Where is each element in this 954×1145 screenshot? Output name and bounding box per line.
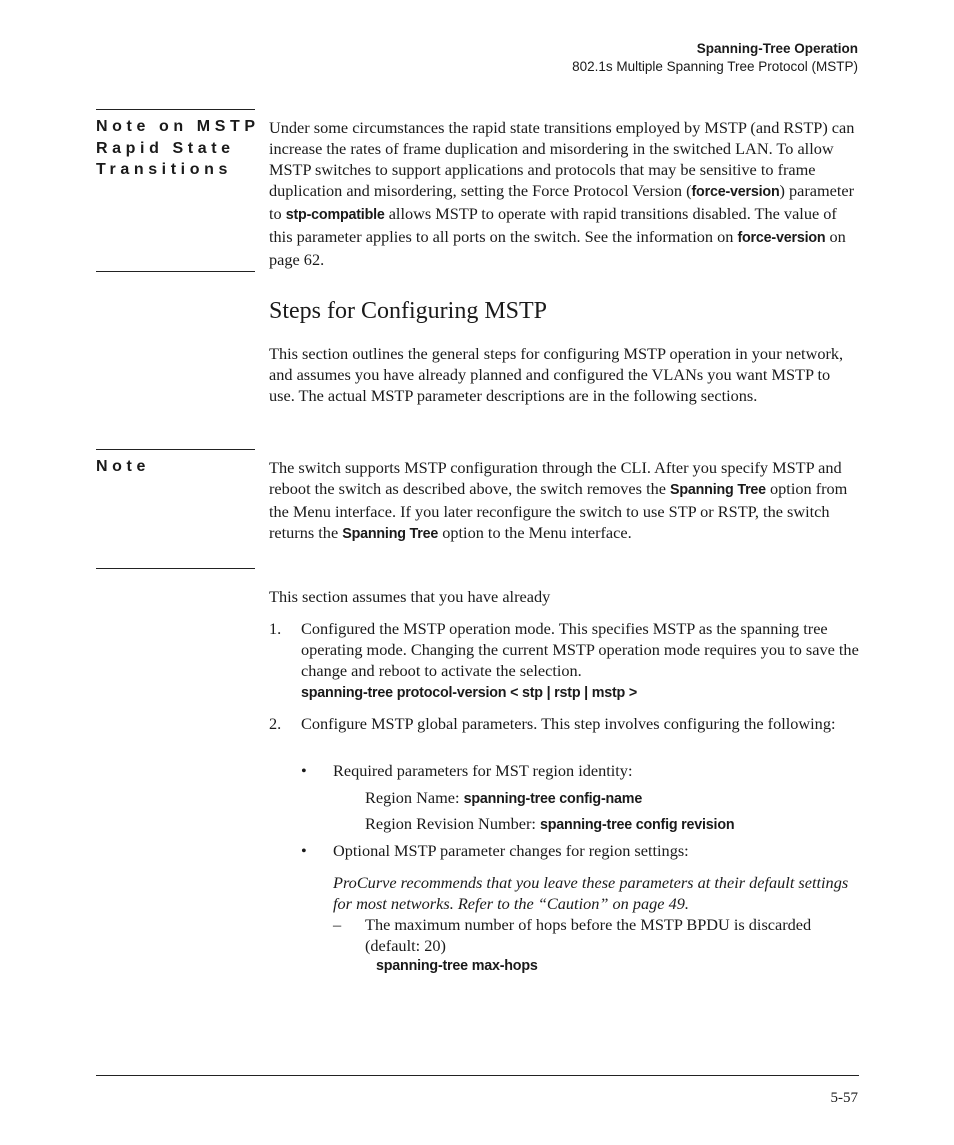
item1-text: Configured the MSTP operation mode. This specifies MSTP as the spanning tree operating mode. Changing the current MSTP operation mode requires you to save the change and reboot to activate the selection. spanning-tree protocol-version < stp | rstp | mstp > [301, 619, 859, 701]
note2-text: The switch supports MSTP configuration through the CLI. After you specify MSTP and reboot the switch as described above, the switch removes the Spanning Tree option from the Menu interface. If you later reconfigure the switch to use STP or RSTP, the switch returns the Spanning Tree option to the Menu interface. [269, 458, 848, 542]
bullet1-marker: • [301, 761, 307, 780]
item2-number: 2. [269, 714, 282, 733]
dash1-text: The maximum number of hops before the MSTP BPDU is discarded (default: 20) [365, 915, 812, 955]
max-hops-cmd-line [376, 957, 538, 975]
note1-bottom-rule [96, 271, 255, 272]
note1-label-line3: Transitions [96, 161, 232, 178]
bullet2-text: Optional MSTP parameter changes for region settings: [333, 841, 689, 860]
note1-top-rule [96, 109, 255, 110]
config-revision-cmd: spanning-tree config revision [540, 817, 735, 833]
recommendation-text: ProCurve recommends that you leave these parameters at their default settings for most networks. Refer to the “Caution” on page 49. [333, 873, 849, 913]
bullet2-marker: • [301, 841, 307, 860]
protocol-version-cmd: spanning-tree protocol-version < stp | rstp | mstp > [301, 685, 638, 701]
section-heading: Steps for Configuring MSTP [269, 298, 548, 324]
region-name-line: Region Name: spanning-tree config-name [365, 788, 643, 807]
force-version-cmd: force-version [691, 184, 780, 200]
page-number: 5-57 [830, 1090, 858, 1106]
running-header-section: 802.1s Multiple Spanning Tree Protocol (MSTP) [572, 59, 858, 74]
footer-rule [96, 1075, 859, 1076]
spanning-tree-option-2: Spanning Tree [342, 526, 439, 542]
config-name-cmd: spanning-tree config-name [463, 791, 643, 807]
note2-bottom-rule [96, 568, 255, 569]
note1-label-line1: Note on MSTP [96, 118, 260, 135]
region-revision-line: Region Revision Number: spanning-tree config revision [365, 814, 735, 833]
assumes-text: This section assumes that you have already [269, 587, 551, 606]
note1-text: Under some circumstances the rapid state transitions employed by MSTP (and RSTP) can increase the rates of frame duplication and misordering in the switched LAN. To allow MSTP switches to support applications and protocols that may be sensitive to frame duplication and misordering, setting the Force Protocol Version (force-version) parameter to stp-compatible allows MSTP to operate with rapid transitions disabled. The value of this parameter applies to all ports on the switch. See the information on force-version on page 62. [269, 118, 855, 269]
item2-text: Configure MSTP global parameters. This step involves configuring the following: [301, 714, 836, 733]
spanning-tree-option: Spanning Tree [670, 482, 766, 498]
max-hops-cmd: spanning-tree max-hops [376, 958, 538, 974]
note1-label [96, 116, 260, 181]
stp-compatible-cmd: stp-compatible [285, 207, 385, 223]
bullet1-text: Required parameters for MST region identity: [333, 761, 633, 780]
force-version-cmd-ref: force-version [737, 230, 826, 246]
note1-label-line2: Rapid State [96, 139, 235, 157]
item1-number: 1. [269, 619, 282, 638]
running-header-chapter: Spanning-Tree Operation [696, 41, 858, 56]
note2-top-rule [96, 449, 255, 450]
note2-label: Note [96, 458, 150, 475]
steps-intro: This section outlines the general steps for configuring MSTP operation in your network, and assumes you have already planned and configured the VLANs you want MSTP to use. The actual MSTP parameter descriptions are in the following sections. [269, 344, 844, 405]
dash1-marker: – [333, 915, 342, 934]
